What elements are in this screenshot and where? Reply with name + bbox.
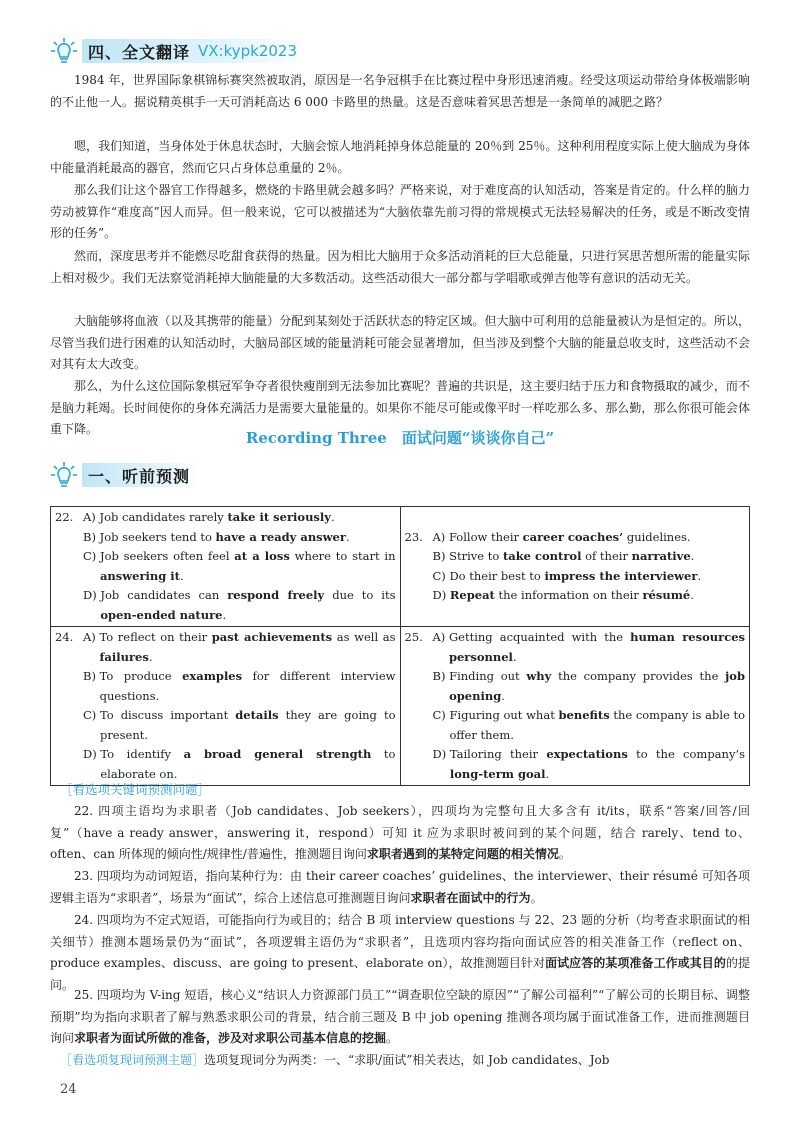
option-q25-1 <box>405 667 746 706</box>
question-number: 22. <box>55 510 74 524</box>
option-text <box>449 667 745 706</box>
option-q25-2 <box>405 706 746 745</box>
options-table <box>50 506 750 786</box>
keyword: respond freely <box>227 588 325 602</box>
option-text <box>450 586 745 606</box>
keyword: narrative <box>631 549 691 563</box>
analysis-text: 22. 四项主语均为求职者（Job candidates、Job seekers），四项均为完整句且大多含有 it/its，联系“答案/回答/回复”（have a ready answer，answering it，respond）可知 it 应为求职时被问到的某个问题，结合 rarely、tend to、often、can 所体现的倾向性/规律性/普遍性，推测题目询问 <box>50 804 750 861</box>
keyword: take it seriously <box>227 510 331 524</box>
option-letter: D) <box>83 588 97 602</box>
option-text <box>449 706 745 745</box>
option-label <box>55 745 100 784</box>
option-label <box>405 706 450 745</box>
lightbulb-icon <box>50 461 78 489</box>
keyword: expectations <box>546 747 628 761</box>
keyword: benefits <box>558 708 610 722</box>
option-text <box>100 528 396 548</box>
section-bar <box>82 39 307 63</box>
option-fragment: . <box>690 549 695 563</box>
option-label <box>405 547 450 567</box>
translation-paragraph: 那么我们让这个器官工作得越多，燃烧的卡路里就会越多吗？严格来说，对于难度高的认知活动，答案是肯定的。什么样的脑力劳动被算作“难度高”因人而异。但一般来说，它可以被描述为“大脑依靠先前习得的常规模式无法轻易解决的任务，或是不断改变情形的任务”。 <box>50 183 750 240</box>
option-q25-0 <box>405 628 746 667</box>
option-label <box>405 586 450 606</box>
option-label <box>55 628 99 667</box>
question-number: 25. <box>404 630 423 644</box>
option-label <box>405 528 449 548</box>
option-fragment: Strive to <box>449 549 503 563</box>
question-24 <box>55 628 396 784</box>
option-fragment: . <box>179 568 184 583</box>
option-q25-3 <box>405 745 746 784</box>
keyword: career coaches’ <box>522 529 624 544</box>
option-label <box>55 586 100 625</box>
option-text <box>449 567 745 587</box>
keyword: answering it <box>99 568 180 583</box>
option-letter: B) <box>432 669 446 683</box>
option-label <box>405 628 449 667</box>
section-header-translation <box>50 36 307 66</box>
option-text <box>450 745 745 784</box>
option-letter: A) <box>432 630 446 644</box>
question-cell-24 <box>51 627 401 786</box>
analysis-paragraph-23 <box>50 866 750 909</box>
translation-paragraph: 嗯，我们知道，当身体处于休息状态时，大脑会惊人地消耗掉身体总能量的 20％到 25％。这种利用程度实际上使大脑成为身体中能量消耗最高的器官，然而它只占身体总重量的 2％。 <box>50 139 750 175</box>
option-letter: B) <box>83 669 96 683</box>
option-fragment: the company provides the <box>551 669 726 683</box>
option-q23-2 <box>405 567 746 587</box>
keyword: human resources personnel <box>448 630 745 664</box>
option-text <box>449 628 745 667</box>
option-fragment: they are going to present. <box>99 708 396 742</box>
option-fragment: To discuss important <box>99 708 236 722</box>
keyword: Repeat <box>449 588 495 602</box>
keyword: examples <box>182 669 243 683</box>
analysis-paragraph-25 <box>50 985 750 1050</box>
option-q24-1 <box>55 667 396 706</box>
option-letter: D) <box>432 588 447 602</box>
option-fragment: Job seekers tend to <box>99 529 216 544</box>
option-label <box>55 508 99 528</box>
analysis-text: 。 <box>530 890 543 905</box>
option-fragment: due to its <box>324 588 396 602</box>
analysis-key: 求职者为面试所做的准备，涉及对求职公司基本信息的挖掘 <box>74 1031 387 1045</box>
section-title: 一、听前预测 <box>88 466 191 486</box>
analysis-text: 23. 四项均为动词短语，指向某种行为：由 their career coaches’ guidelines、the interviewer、their résumé 可知各项逻辑主语为“求职者”，场景为“面试”，综合上述信息可推测题目询问 <box>50 869 750 905</box>
option-fragment: guidelines. <box>623 529 691 544</box>
option-fragment: . <box>545 766 550 781</box>
keyword: long-term goal <box>449 766 546 781</box>
question-25 <box>405 628 746 784</box>
option-fragment: To reflect on their <box>99 630 212 644</box>
option-q22-2 <box>55 547 396 586</box>
option-text <box>449 528 745 548</box>
option-q24-3 <box>55 745 396 784</box>
option-fragment: to the company’s <box>627 747 745 761</box>
analysis-key: 面试应答的某项准备工作或其目的 <box>545 956 726 970</box>
option-fragment: . <box>148 649 153 664</box>
option-label <box>55 528 100 548</box>
keyword: at a loss <box>234 549 290 563</box>
page-number: 24 <box>60 1082 77 1097</box>
option-text <box>100 547 396 586</box>
option-label <box>55 667 100 706</box>
keyword: job opening <box>449 669 745 703</box>
keyword: a broad general strength <box>183 747 372 761</box>
analysis-text: 。 <box>558 847 571 861</box>
option-letter: A) <box>432 529 446 544</box>
analysis-text: 25. 四项均为 V-ing 短语，核心义“结识人力资源部门员工”“调查职位空缺的原因”“了解公司福利”“了解公司的长期目标、调整预期”均为指向求职者了解与熟悉求职公司的背景，结合前三题及 B 中 job opening 推测各项均属于面试准备工作，进而推测题目询问 <box>50 988 750 1045</box>
option-q23-1 <box>405 547 746 567</box>
option-fragment: . <box>501 688 505 703</box>
option-fragment: Getting acquainted with the <box>448 630 631 644</box>
option-text <box>99 628 395 667</box>
option-fragment: Do their best to <box>449 568 545 583</box>
option-text <box>100 586 395 625</box>
option-fragment: as well as <box>332 630 396 644</box>
option-fragment: the information on their <box>494 588 643 602</box>
option-fragment: Figuring out what <box>449 708 559 722</box>
option-letter: B) <box>83 529 96 544</box>
lightbulb-icon <box>50 37 78 65</box>
question-number: 23. <box>404 529 423 544</box>
option-fragment: the company is able to offer them. <box>449 708 746 742</box>
option-letter: D) <box>83 747 97 761</box>
option-fragment: Job candidates rarely <box>99 510 228 524</box>
analysis-paragraph-theme <box>50 1050 750 1072</box>
keyword: open-ended nature <box>100 607 223 622</box>
translation-paragraph: 大脑能够将血液（以及其携带的能量）分配到某刻处于活跃状态的特定区域。但大脑中可利用的总能量被认为是恒定的。所以，尽管当我们进行困难的认知活动时，大脑局部区域的能量消耗可能会显著增加，但当涉及到整个大脑的能量总收支时，这些活动不会对其有太大改变。 <box>50 314 750 371</box>
recording-title: Recording Three 面试问题“谈谈你自己” <box>245 429 555 447</box>
option-fragment: Follow their <box>448 529 523 544</box>
option-fragment: To identify <box>100 747 184 761</box>
keyword: past achievements <box>211 630 333 644</box>
analysis-key: 求职者遇到的某特定问题的相关情况 <box>366 847 559 861</box>
option-fragment: To produce <box>99 669 183 683</box>
option-letter: C) <box>83 549 97 563</box>
option-text <box>99 508 395 528</box>
option-letter: C) <box>83 708 97 722</box>
question-number: 24. <box>55 630 74 644</box>
keyword: résumé <box>642 588 691 602</box>
section-header-prediction <box>50 460 200 490</box>
option-text <box>449 547 745 567</box>
question-cell-25 <box>400 627 750 786</box>
option-fragment: . <box>697 568 702 583</box>
option-letter: C) <box>432 708 446 722</box>
analysis-paragraph-24 <box>50 910 750 996</box>
keyword: failures <box>99 649 149 664</box>
analysis-paragraph-22 <box>50 801 750 866</box>
section-bar <box>82 463 200 487</box>
option-label <box>55 706 100 745</box>
analysis-heading: ［看选项复现词预测主题］ <box>60 1053 205 1067</box>
keyword: take control <box>502 549 582 563</box>
option-q22-3 <box>55 586 396 625</box>
option-q22-0 <box>55 508 396 528</box>
option-fragment: Job seekers often feel <box>99 549 235 563</box>
option-q23-3 <box>405 586 746 606</box>
option-label <box>405 667 450 706</box>
option-letter: B) <box>432 549 446 563</box>
option-text <box>100 706 396 745</box>
option-q22-1 <box>55 528 396 548</box>
option-fragment: . <box>330 510 335 524</box>
translation-paragraph: 然而，深度思考并不能燃尽吃甜食获得的热量。因为相比大脑用于众多活动消耗的巨大总能量，只进行冥思苦想所需的能量实际上相对极少。我们无法察觉消耗掉大脑能量的大多数活动。这些活动很大一部分都与学唱歌或弹吉他等有意识的活动无关。 <box>50 249 750 285</box>
option-fragment: to elaborate on. <box>100 747 396 781</box>
keyword: why <box>526 669 552 683</box>
translation-paragraph: 1984 年，世界国际象棋锦标赛突然被取消，原因是一名争冠棋手在比赛过程中身形迅速消瘦。经受这项运动带给身体极端影响的不止他一人。据说精英棋手一天可消耗高达 6 000 卡路里的热量。这是否意味着冥思苦想是一条简单的减肥之路？ <box>50 73 750 109</box>
option-q24-2 <box>55 706 396 745</box>
keyword: have a ready answer <box>215 529 346 544</box>
question-22 <box>55 508 396 625</box>
option-fragment: . <box>222 607 227 622</box>
keyword: impress the interviewer <box>544 568 698 583</box>
option-text <box>100 745 395 784</box>
option-fragment: Tailoring their <box>449 747 547 761</box>
option-fragment: . <box>345 529 350 544</box>
option-fragment: for different interview questions. <box>99 669 396 703</box>
analysis-text: 。 <box>386 1031 399 1045</box>
analysis-key: 求职者在面试中的行为 <box>410 890 531 905</box>
option-fragment: of their <box>581 549 632 563</box>
option-fragment: where to start in <box>289 549 396 563</box>
option-letter: A) <box>83 630 96 644</box>
question-cell-22 <box>51 507 401 627</box>
watermark-tag: VX:kypk2023 <box>198 42 298 60</box>
option-q24-0 <box>55 628 396 667</box>
option-letter: D) <box>432 747 447 761</box>
keyword: details <box>235 708 279 722</box>
question-cell-23 <box>400 507 750 627</box>
analysis-heading: ［看选项关键词预测问题］ <box>60 782 211 797</box>
analysis-text: 选项复现词分为两类：一、“求职/面试”相关表达，如 Job candidates、Job <box>204 1053 610 1067</box>
translation-paragraph: 那么，为什么这位国际象棋冠军争夺者很快瘦削到无法参加比赛呢？普遍的共识是，这主要归结于压力和食物摄取的减少，而不是脑力耗竭。长时间使你的身体充满活力是需要大量能量的。如果你不能尽可能或像平时一样吃那么多、那么勤，那么你很可能会体重下降。 <box>50 379 750 436</box>
analysis-text: 的提问。 <box>50 956 750 992</box>
option-label <box>405 745 450 784</box>
option-label <box>405 567 450 587</box>
option-q23-0 <box>405 528 746 548</box>
option-fragment: Job candidates can <box>100 588 228 602</box>
option-letter: C) <box>432 568 446 583</box>
option-text <box>100 667 396 706</box>
option-label <box>55 547 100 586</box>
section-title: 四、全文翻译 <box>88 42 191 62</box>
option-letter: A) <box>83 510 96 524</box>
analysis-text: 24. 四项均为不定式短语，可能指向行为或目的；结合 B 项 interview questions 与 22、23 题的分析（均考查求职面试的相关细节）推测本题场景仍为“面试”，各项逻辑主语仍为“求职者”，且选项内容均指向面试应答的相关准备工作（reflect on、produce examples、discuss、are going to present、elaborate on），故推测题目针对 <box>50 913 750 970</box>
option-fragment: . <box>690 588 694 602</box>
question-23 <box>405 528 746 606</box>
option-fragment: . <box>512 649 517 664</box>
option-fragment: Finding out <box>449 669 527 683</box>
